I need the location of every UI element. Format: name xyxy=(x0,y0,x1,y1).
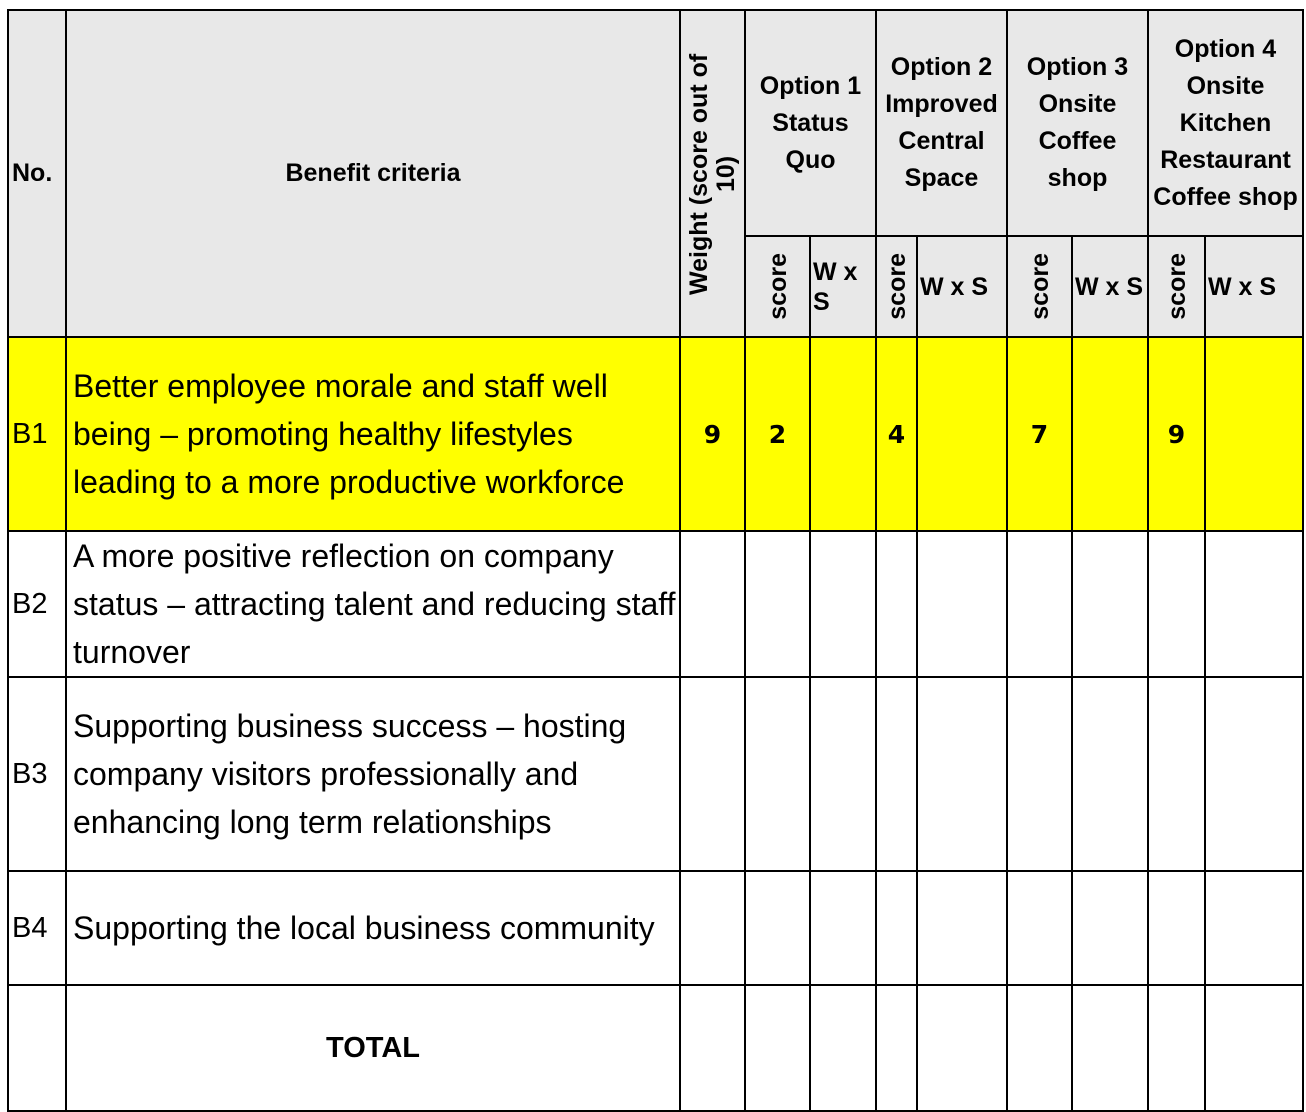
row-wxs-option-3 xyxy=(1072,677,1148,871)
header-no: No. xyxy=(8,10,66,337)
row-score-option-2: 4 xyxy=(876,337,917,531)
total-no xyxy=(8,985,66,1111)
table-row xyxy=(8,337,1303,531)
header-weight-label: Weight (score out of 10) xyxy=(684,52,740,295)
subheader-score-4 xyxy=(1148,236,1205,337)
subheader-score-1 xyxy=(745,236,810,337)
subheader-wxs-2: W x S xyxy=(917,236,1007,337)
row-wxs-option-1 xyxy=(810,337,876,531)
row-score-option-3 xyxy=(1007,677,1072,871)
row-score-option-4 xyxy=(1148,677,1205,871)
score-label: score xyxy=(1025,253,1054,320)
header-option-2: Option 2 Improved Central Space xyxy=(876,10,1007,236)
row-criteria: A more positive reflection on company status – attracting talent and reducing staff turnover xyxy=(66,531,680,677)
subheader-score-2 xyxy=(876,236,917,337)
score-label: score xyxy=(882,253,911,320)
total-score-option-2 xyxy=(876,985,917,1111)
total-label: TOTAL xyxy=(66,985,680,1111)
table-row xyxy=(8,531,1303,677)
row-weight xyxy=(680,871,745,985)
row-score-option-1 xyxy=(745,871,810,985)
row-wxs-option-2 xyxy=(917,337,1007,531)
header-option-1: Option 1 Status Quo xyxy=(745,10,876,236)
row-wxs-option-2 xyxy=(917,871,1007,985)
total-score-option-4 xyxy=(1148,985,1205,1111)
total-wxs-option-4 xyxy=(1205,985,1303,1111)
header-weight xyxy=(680,10,745,337)
total-wxs-option-3 xyxy=(1072,985,1148,1111)
row-no: B1 xyxy=(8,337,66,531)
row-wxs-option-3 xyxy=(1072,337,1148,531)
subheader-wxs-3: W x S xyxy=(1072,236,1148,337)
row-score-option-2 xyxy=(876,871,917,985)
total-row xyxy=(8,985,1303,1111)
row-criteria: Supporting the local business community xyxy=(66,871,680,985)
row-score-option-4: 9 xyxy=(1148,337,1205,531)
score-label: score xyxy=(1162,253,1191,320)
row-wxs-option-3 xyxy=(1072,871,1148,985)
header-option-3: Option 3 Onsite Coffee shop xyxy=(1007,10,1148,236)
total-score-option-1 xyxy=(745,985,810,1111)
row-no: B4 xyxy=(8,871,66,985)
row-score-option-4 xyxy=(1148,871,1205,985)
row-wxs-option-3 xyxy=(1072,531,1148,677)
subheader-wxs-1: W x S xyxy=(810,236,876,337)
total-score-option-3 xyxy=(1007,985,1072,1111)
row-score-option-3 xyxy=(1007,531,1072,677)
row-weight xyxy=(680,531,745,677)
row-score-option-2 xyxy=(876,531,917,677)
row-weight xyxy=(680,677,745,871)
benefit-scoring-table xyxy=(7,9,1304,1112)
row-score-option-1: 2 xyxy=(745,337,810,531)
row-score-option-3: 7 xyxy=(1007,337,1072,531)
header-row xyxy=(8,10,1303,236)
row-score-option-1 xyxy=(745,677,810,871)
row-score-option-1 xyxy=(745,531,810,677)
row-wxs-option-4 xyxy=(1205,871,1303,985)
row-wxs-option-2 xyxy=(917,531,1007,677)
row-criteria: Supporting business success – hosting company visitors professionally and enhancing long term relationships xyxy=(66,677,680,871)
row-wxs-option-1 xyxy=(810,677,876,871)
row-no: B3 xyxy=(8,677,66,871)
table-row xyxy=(8,677,1303,871)
row-weight: 9 xyxy=(680,337,745,531)
total-wxs-option-2 xyxy=(917,985,1007,1111)
row-score-option-4 xyxy=(1148,531,1205,677)
row-wxs-option-4 xyxy=(1205,531,1303,677)
total-weight xyxy=(680,985,745,1111)
score-label: score xyxy=(763,253,792,320)
row-wxs-option-1 xyxy=(810,871,876,985)
subheader-score-3 xyxy=(1007,236,1072,337)
total-wxs-option-1 xyxy=(810,985,876,1111)
row-wxs-option-2 xyxy=(917,677,1007,871)
subheader-wxs-4: W x S xyxy=(1205,236,1303,337)
table-row xyxy=(8,871,1303,985)
row-no: B2 xyxy=(8,531,66,677)
header-benefit-criteria: Benefit criteria xyxy=(66,10,680,337)
row-wxs-option-4 xyxy=(1205,337,1303,531)
row-score-option-2 xyxy=(876,677,917,871)
row-wxs-option-1 xyxy=(810,531,876,677)
header-option-4: Option 4 Onsite Kitchen Restaurant Coffee shop xyxy=(1148,10,1303,236)
row-score-option-3 xyxy=(1007,871,1072,985)
row-wxs-option-4 xyxy=(1205,677,1303,871)
row-criteria: Better employee morale and staff well being – promoting healthy lifestyles leading to a more productive workforce xyxy=(66,337,680,531)
